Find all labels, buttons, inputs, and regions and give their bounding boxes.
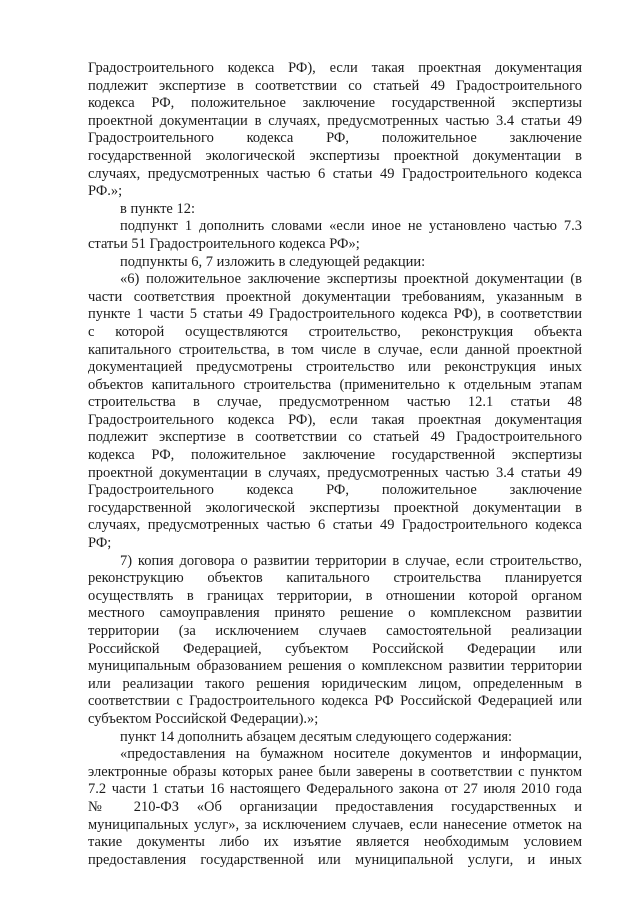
- text-line: подпункт 1 дополнить словами «если иное не установлено частью 7.3: [120, 218, 582, 235]
- text-line: соответствии с Градостроительного кодекса РФ Российской Федерацией или: [88, 693, 582, 710]
- text-line: территории (за исключением случаев самостоятельной реализации: [88, 623, 582, 639]
- text-line: местного самоуправления принято решение о комплексном развитии: [88, 605, 582, 622]
- paragraph: [88, 553, 582, 729]
- text-line: Градостроительного кодекса РФ, положительное заключение: [88, 130, 582, 147]
- text-line: с которой осуществляются строительство, реконструкция объекта: [88, 323, 582, 340]
- text-line: электронные образы которых ранее были заверены в соответствии с пунктом: [88, 763, 582, 780]
- text-line: государственной экологической экспертизы проектной документации в: [88, 499, 582, 516]
- text-line: 7) копия договора о развитии территории в случае, если строительство,: [120, 552, 582, 569]
- text-line: № 210-ФЗ «Об организации предоставления государственных и: [88, 798, 582, 815]
- text-line: осуществлять в границах территории, в отношении которой органом: [88, 587, 582, 604]
- text-line: статьи 51 Градостроительного кодекса РФ»;: [88, 235, 360, 252]
- text-line: проектной документации в случаях, предусмотренных частью 3.4 статьи 49: [88, 464, 582, 481]
- text-line: РФ.»;: [88, 183, 123, 200]
- text-line: предоставления государственной или муниципальной услуги, и иных: [88, 851, 582, 868]
- text-line: или реализации такого решения юридическим лицом, определенным в: [88, 675, 582, 692]
- text-line: кодекса РФ, положительное заключение государственной экспертизы: [88, 95, 582, 112]
- text-line: 7.2 части 1 статьи 16 настоящего Федерального закона от 27 июля 2010 года: [88, 781, 582, 798]
- text-line: случаях, предусмотренных частью 6 статьи 49 Градостроительного кодекса: [88, 517, 582, 534]
- text-line: такие документы либо их изъятие является необходимым условием: [88, 834, 582, 851]
- text-line: подлежит экспертизе в соответствии со статьей 49 Градостроительного: [88, 429, 582, 446]
- text-line: проектной документации в случаях, предусмотренных частью 3.4 статьи 49: [88, 112, 582, 129]
- text-line: части соответствия проектной документации требованиям, указанным в: [88, 288, 582, 305]
- text-line: реконструкцию объектов капитального строительства планируется: [88, 570, 582, 587]
- text-line: документацией предусмотрены строительство или реконструкция иных: [88, 359, 582, 376]
- text-line: государственной экологической экспертизы проектной документации в: [88, 147, 582, 164]
- text-line: случаях, предусмотренных частью 6 статьи 49 Градостроительного кодекса: [88, 165, 582, 182]
- text-line: капитального строительства, в том числе в случае, если данной проектной: [88, 341, 582, 358]
- text-line: пункт 14 дополнить абзацем десятым следующего содержания:: [120, 728, 513, 745]
- text-line: строительства в случае, предусмотренном частью 12.1 статьи 48: [88, 394, 582, 411]
- text-line: Градостроительного кодекса РФ), если такая проектная документация: [88, 60, 582, 76]
- paragraph: [88, 254, 582, 272]
- text-line: субъектом Российской Федерации).»;: [88, 710, 319, 727]
- text-line: муниципальных услуг», за исключением случаев, если нанесение отметок на: [88, 816, 582, 833]
- paragraph: [88, 729, 582, 747]
- paragraph: [88, 201, 582, 219]
- paragraph: [88, 60, 582, 201]
- paragraph: [88, 746, 582, 869]
- text-line: в пункте 12:: [120, 200, 196, 217]
- text-line: «предоставления на бумажном носителе документов и информации,: [120, 746, 582, 763]
- paragraph: [88, 271, 582, 553]
- text-line: пункте 1 части 5 статьи 49 Градостроительного кодекса РФ), в соответствии: [88, 306, 582, 323]
- text-line: подлежит экспертизе в соответствии со статьей 49 Градостроительного: [88, 77, 582, 94]
- document-body: [88, 60, 582, 869]
- text-line: Российской Федерацией, субъектом Российской Федерации или: [88, 640, 582, 657]
- text-line: кодекса РФ, положительное заключение государственной экспертизы: [88, 447, 582, 464]
- text-line: РФ;: [88, 535, 112, 552]
- paragraph: [88, 218, 582, 253]
- text-line: Градостроительного кодекса РФ), если такая проектная документация: [88, 411, 582, 428]
- text-line: «6) положительное заключение экспертизы проектной документации (в: [120, 271, 582, 288]
- text-line: Градостроительного кодекса РФ, положительное заключение: [88, 482, 582, 499]
- text-line: подпункты 6, 7 изложить в следующей редакции:: [120, 253, 426, 270]
- text-line: муниципальным образованием решения о комплексном развитии территории: [88, 658, 582, 675]
- text-line: объектов капитального строительства (применительно к отдельным этапам: [88, 376, 582, 393]
